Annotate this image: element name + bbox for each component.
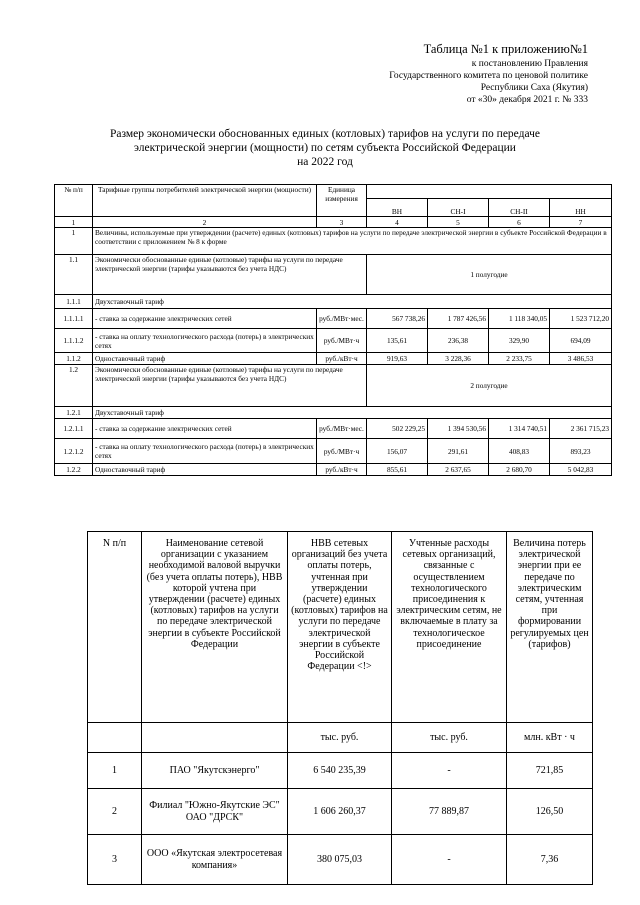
value-cell: 1 394 530,56: [428, 419, 489, 439]
value-cell: 893,23: [550, 439, 612, 464]
expenses-value: -: [392, 753, 507, 789]
losses-value: 721,85: [507, 753, 593, 789]
value-cell: 502 229,25: [367, 419, 428, 439]
row-num: 1.2.1.2: [55, 439, 93, 464]
col-number: 7: [550, 217, 612, 228]
value-cell: 329,90: [489, 329, 550, 353]
table-row: [55, 464, 612, 476]
table-row: [55, 329, 612, 353]
title-line: на 2022 год: [297, 156, 353, 168]
table-row: [55, 439, 612, 464]
section-text: Величины, используемые при утверждении (расчете) единых (котловых) тарифов на услуги по передаче электрической энергии в субъекте Российской Федерации в соответствии с приложением № 8 к форме: [93, 228, 612, 255]
nvv-value: 1 606 260,37: [288, 789, 392, 835]
col-number: 1: [55, 217, 93, 228]
header-level-vn: ВН: [367, 199, 428, 217]
row-name: - ставка за содержание электрических сетей: [93, 419, 317, 439]
header-org-name: Наименование сетевой организации с указанием необходимой валовой выручки (без учета оплаты потерь), НВВ которой учтена при утверждении (расчете) единых (котловых) тарифов на услуги по передаче электрической энергии в субъекте Российской Федерации: [142, 532, 288, 723]
value-cell: 919,63: [367, 353, 428, 365]
value-cell: 2 637,65: [428, 464, 489, 476]
row-num: 3: [88, 835, 142, 885]
value-cell: 156,07: [367, 439, 428, 464]
units-empty: [142, 723, 288, 753]
row-unit: руб./МВт·мес.: [317, 309, 367, 329]
header-unit: Единица измерения: [317, 185, 367, 217]
value-cell: 2 233,75: [489, 353, 550, 365]
value-cell: 1 523 712,20: [550, 309, 612, 329]
row-num: 1.1.1.2: [55, 329, 93, 353]
tariff-table: [54, 184, 612, 476]
value-cell: 567 738,26: [367, 309, 428, 329]
header-expenses: Учтенные расходы сетевых организаций, связанные с осуществлением технологического присоединения к электрическим сетям, не включаемые в плату за технологическое присоединение: [392, 532, 507, 723]
row-num: 1: [88, 753, 142, 789]
row-num: 1.1.1.1: [55, 309, 93, 329]
period-label: 2 полугодие: [367, 365, 612, 407]
table-row: [88, 753, 593, 789]
header-level-nn: НН: [550, 199, 612, 217]
col-number: 3: [317, 217, 367, 228]
grid-organizations-table: [87, 531, 593, 885]
value-cell: 3 486,53: [550, 353, 612, 365]
row-num: 2: [88, 789, 142, 835]
org-name: ПАО "Якутскэнерго": [142, 753, 288, 789]
table-row: [55, 353, 612, 365]
header-nvv: НВВ сетевых организаций без учета оплаты потерь, учтенная при утверждении (расчете) единых (котловых) тарифов на услуги по передаче электрической энергии в субъекте Российской Федерации <!>: [288, 532, 392, 723]
section-num: 1: [55, 228, 93, 255]
row-name: - ставка на оплату технологического расхода (потерь) в электрических сетях: [93, 439, 317, 464]
col-number: 4: [367, 217, 428, 228]
header-num: N п/п: [88, 532, 142, 723]
title-line: Размер экономически обоснованных единых (котловых) тарифов на услуги по передаче: [109, 128, 541, 140]
value-cell: 3 228,36: [428, 353, 489, 365]
header-consumer-group: Тарифные группы потребителей электрической энергии (мощности): [93, 185, 317, 217]
col-number: 5: [428, 217, 489, 228]
document-title: [80, 127, 570, 169]
nvv-value: 6 540 235,39: [288, 753, 392, 789]
row-num: 1.2.2: [55, 464, 93, 476]
expenses-value: -: [392, 835, 507, 885]
subsection-num: 1.1.1: [55, 295, 93, 309]
header-num: № п/п: [55, 185, 93, 217]
annex-title: Таблица №1 к приложению№1: [423, 42, 588, 56]
unit-nvv: тыс. руб.: [288, 723, 392, 753]
org-name: Филиал "Южно-Якутские ЭС" ОАО "ДРСК": [142, 789, 288, 835]
table-row: [55, 309, 612, 329]
units-empty: [88, 723, 142, 753]
unit-expenses: тыс. руб.: [392, 723, 507, 753]
value-cell: 236,38: [428, 329, 489, 353]
col-number: 6: [489, 217, 550, 228]
row-unit: руб./МВт·ч: [317, 439, 367, 464]
subsection-text: Двухставочный тариф: [93, 407, 612, 419]
row-name: - ставка за содержание электрических сетей: [93, 309, 317, 329]
value-cell: 2 361 715,23: [550, 419, 612, 439]
period-num: 1.1: [55, 255, 93, 295]
header-level-sn1: СН-I: [428, 199, 489, 217]
header-line: к постановлению Правления: [471, 59, 588, 69]
row-unit: руб./кВт·ч: [317, 353, 367, 365]
header-level-sn2: СН-II: [489, 199, 550, 217]
approval-header: [389, 43, 588, 106]
value-cell: 1 314 740,51: [489, 419, 550, 439]
row-name: Одноставочный тариф: [93, 353, 317, 365]
title-line: электрической энергии (мощности) по сетям субъекта Российской Федерации: [134, 142, 516, 154]
period-num: 1.2: [55, 365, 93, 407]
row-name: Одноставочный тариф: [93, 464, 317, 476]
header-losses: Величина потерь электрической энергии при ее передаче по электрическим сетям, учтенная при формировании регулируемых цен (тарифов): [507, 532, 593, 723]
losses-value: 7,36: [507, 835, 593, 885]
value-cell: 291,61: [428, 439, 489, 464]
value-cell: 694,09: [550, 329, 612, 353]
unit-losses: млн. кВт · ч: [507, 723, 593, 753]
col-number: 2: [93, 217, 317, 228]
row-num: 1.2.1.1: [55, 419, 93, 439]
table-row: [55, 419, 612, 439]
row-num: 1.1.2: [55, 353, 93, 365]
table-row: [88, 835, 593, 885]
value-cell: 408,83: [489, 439, 550, 464]
expenses-value: 77 889,87: [392, 789, 507, 835]
period-label: 1 полугодие: [367, 255, 612, 295]
header-line: Республики Саха (Якутия): [480, 83, 588, 93]
value-cell: 135,61: [367, 329, 428, 353]
row-unit: руб./МВт·мес.: [317, 419, 367, 439]
period-text: Экономически обоснованные единые (котловые) тарифы на услуги по передаче электрической энергии (тарифы указываются без учета НДС): [93, 255, 367, 295]
row-unit: руб./кВт·ч: [317, 464, 367, 476]
subsection-num: 1.2.1: [55, 407, 93, 419]
org-name: ООО «Якутская электросетевая компания»: [142, 835, 288, 885]
table-row: [88, 789, 593, 835]
losses-value: 126,50: [507, 789, 593, 835]
value-cell: 1 787 426,56: [428, 309, 489, 329]
row-unit: руб./МВт·ч: [317, 329, 367, 353]
value-cell: 855,61: [367, 464, 428, 476]
period-text: Экономически обоснованные единые (котловые) тарифы на услуги по передаче электрической энергии (тарифы указываются без учета НДС): [93, 365, 367, 407]
row-name: - ставка на оплату технологического расхода (потерь) в электрических сетях: [93, 329, 317, 353]
value-cell: 5 042,83: [550, 464, 612, 476]
value-cell: 2 680,70: [489, 464, 550, 476]
header-levels-group: [367, 185, 612, 199]
subsection-text: Двухставочный тариф: [93, 295, 612, 309]
value-cell: 1 118 340,05: [489, 309, 550, 329]
header-line: Государственного комитета по ценовой политике: [389, 71, 588, 81]
header-line: от «30» декабря 2021 г. № 333: [466, 95, 588, 105]
nvv-value: 380 075,03: [288, 835, 392, 885]
